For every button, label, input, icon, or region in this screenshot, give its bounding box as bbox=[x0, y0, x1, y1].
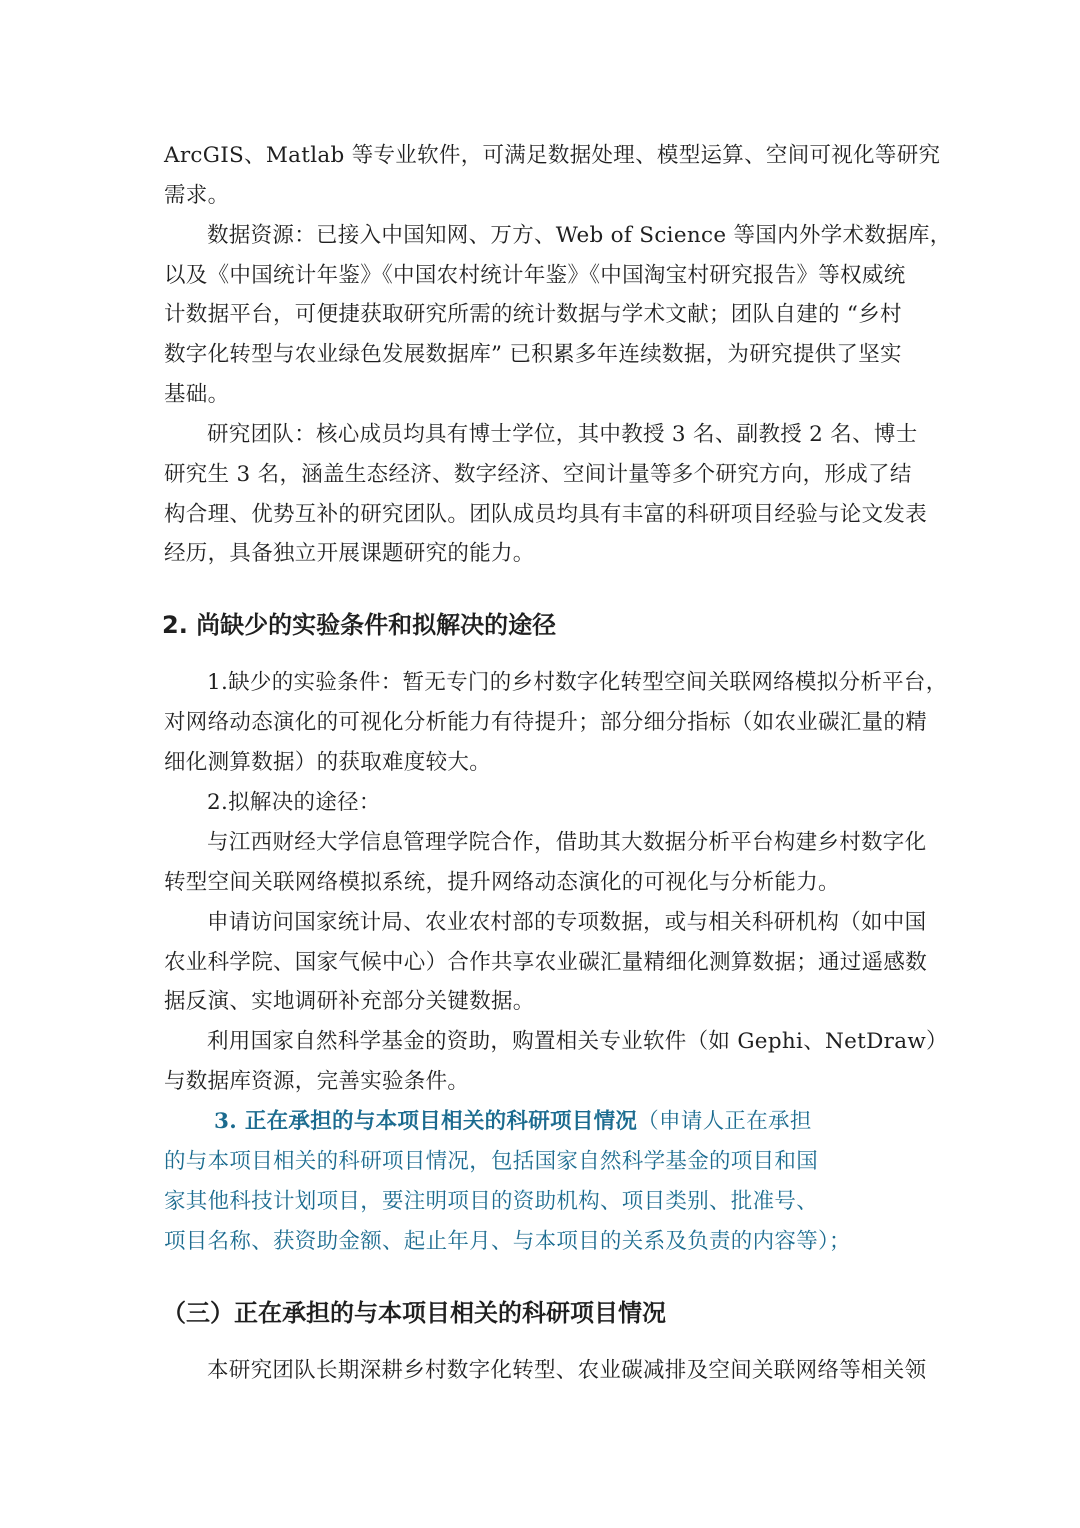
blue-instruction-line: 家其他科技计划项目，要注明项目的资助机构、项目类别、批准号、 bbox=[164, 1189, 819, 1214]
text-line: 1.缺少的实验条件：暂无专门的乡村数字化转型空间关联网络模拟分析平台， bbox=[207, 670, 948, 695]
text-line: 申请访问国家统计局、农业农村部的专项数据，或与相关科研机构（如中国 bbox=[207, 910, 927, 935]
text-line: 利用国家自然科学基金的资助，购置相关专业软件（如 Gephi、NetDraw） bbox=[207, 1029, 948, 1054]
section-heading: （三）正在承担的与本项目相关的科研项目情况 bbox=[162, 1299, 666, 1327]
text-line: 经历，具备独立开展课题研究的能力。 bbox=[164, 541, 535, 566]
text-line: 与江西财经大学信息管理学院合作，借助其大数据分析平台构建乡村数字化 bbox=[207, 830, 927, 855]
text-line: 对网络动态演化的可视化分析能力有待提升；部分细分指标（如农业碳汇量的精 bbox=[164, 710, 928, 735]
text-line: 以及《中国统计年鉴》《中国农村统计年鉴》《中国淘宝村研究报告》等权威统 bbox=[164, 263, 906, 288]
text-line: 2.拟解决的途径： bbox=[207, 790, 381, 815]
text-line: 据反演、实地调研补充部分关键数据。 bbox=[164, 989, 535, 1014]
text-line: 基础。 bbox=[164, 382, 230, 407]
text-line: 研究生 3 名，涵盖生态经济、数字经济、空间计量等多个研究方向，形成了结 bbox=[164, 462, 912, 487]
blue-instruction-line: 的与本项目相关的科研项目情况，包括国家自然科学基金的项目和国 bbox=[164, 1149, 819, 1174]
text-line: 研究团队：核心成员均具有博士学位，其中教授 3 名、副教授 2 名、博士 bbox=[207, 422, 918, 447]
text-line: 数字化转型与农业绿色发展数据库” 已积累多年连续数据，为研究提供了坚实 bbox=[164, 342, 902, 367]
section-heading: 2. 尚缺少的实验条件和拟解决的途径 bbox=[162, 611, 557, 639]
blue-instruction-line bbox=[214, 1108, 924, 1136]
blue-instruction-line: 项目名称、获资助金额、起止年月、与本项目的关系及负责的内容等）； bbox=[164, 1229, 851, 1254]
text-line: 转型空间关联网络模拟系统，提升网络动态演化的可视化与分析能力。 bbox=[164, 870, 840, 895]
text-line: 需求。 bbox=[164, 183, 230, 208]
text-line: ArcGIS、Matlab 等专业软件，可满足数据处理、模型运算、空间可视化等研究 bbox=[164, 143, 941, 168]
blue-instruction-text: （申请人正在承担 bbox=[637, 1109, 812, 1134]
text-line: 农业科学院、国家气候中心）合作共享农业碳汇量精细化测算数据；通过遥感数 bbox=[164, 950, 928, 975]
text-line: 数据资源：已接入中国知网、万方、Web of Science 等国内外学术数据库， bbox=[207, 223, 952, 248]
text-line: 细化测算数据）的获取难度较大。 bbox=[164, 750, 492, 775]
text-line: 计数据平台，可便捷获取研究所需的统计数据与学术文献；团队自建的 “乡村 bbox=[164, 302, 902, 327]
text-line: 与数据库资源，完善实验条件。 bbox=[164, 1069, 470, 1094]
blue-instruction-heading: 3. 正在承担的与本项目相关的科研项目情况 bbox=[214, 1109, 638, 1134]
text-line: 本研究团队长期深耕乡村数字化转型、农业碳减排及空间关联网络等相关领 bbox=[207, 1358, 927, 1383]
text-line: 构合理、优势互补的研究团队。团队成员均具有丰富的科研项目经验与论文发表 bbox=[164, 502, 928, 527]
